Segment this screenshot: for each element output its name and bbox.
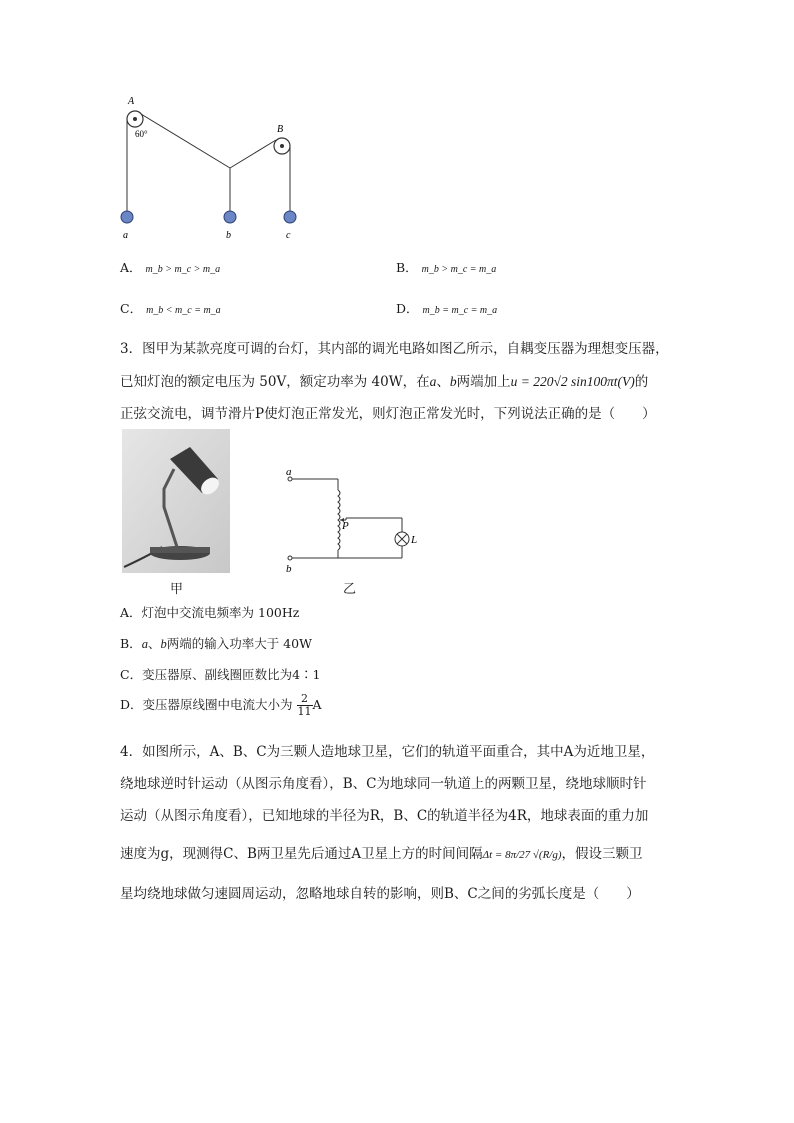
label-b: b xyxy=(226,230,231,241)
q4-line1: 4．如图所示，A、B、C为三颗人造地球卫星，它们的轨道平面重合，其中A为近地卫星， xyxy=(120,744,655,760)
q4-line2: 绕地球逆时针运动（从图示角度看），B、C为地球同一轨道上的两颗卫星，绕地球顺时针 xyxy=(120,776,647,792)
q3-line2: 已知灯泡的额定电压为 50V，额定功率为 40W，在a、b两端加上u = 220√2 sin100πt(V)的 xyxy=(120,374,649,390)
q3-option-d: D．变压器原线圈中电流大小为 $\frac{2}{11}$ A xyxy=(120,692,322,718)
pulley-figure xyxy=(110,92,320,252)
desk-lamp-photo xyxy=(122,429,230,573)
circuit-label-L: L xyxy=(411,534,418,546)
caption-jia: 甲 xyxy=(170,582,184,597)
q3-option-d-fraction: $\frac{2}{11}$ xyxy=(297,692,312,718)
q4-time-formula: Δt = 8π/27 √(R/g) xyxy=(482,849,562,861)
q3-option-b: B．a、b两端的输入功率大于 40W xyxy=(120,636,312,651)
label-angle: 60° xyxy=(135,129,148,139)
label-A: A xyxy=(128,96,135,107)
q3-option-c: C．变压器原、副线圈匝数比为4∶1 xyxy=(120,667,321,682)
label-c: c xyxy=(286,230,291,241)
q4-line5: 星均绕地球做匀速圆周运动，忽略地球自转的影响，则B、C之间的劣弧长度是（ ） xyxy=(120,886,640,902)
circuit-label-b: b xyxy=(286,563,292,575)
label-B: B xyxy=(277,124,284,135)
caption-yi: 乙 xyxy=(343,582,357,597)
q2-option-d-expr: m_b = m_c = m_a xyxy=(422,305,498,316)
q3-voltage-formula: u = 220√2 sin100πt(V) xyxy=(510,374,635,389)
q4-line3: 运动（从图示角度看），已知地球的半径为R，B、C的轨道半径为4R，地球表面的重力加 xyxy=(120,808,649,824)
label-a: a xyxy=(123,230,128,241)
q3-option-a: A．灯泡中交流电频率为 100Hz xyxy=(120,605,300,620)
q2-option-c-expr: m_b < m_c = m_a xyxy=(146,305,221,316)
q3-line1: 3．图甲为某款亮度可调的台灯，其内部的调光电路如图乙所示，自耦变压器为理想变压器， xyxy=(120,341,669,357)
q2-option-b: B． m_b > m_c = m_a xyxy=(396,260,497,275)
q4-line4: 速度为g，现测得C、B两卫星先后通过A卫星上方的时间间隔Δt = 8π/27 √(R/g)，假设三颗卫 xyxy=(120,846,643,862)
q2-option-a-expr: m_b > m_c > m_a xyxy=(145,264,221,275)
q2-option-a: A． m_b > m_c > m_a xyxy=(120,260,221,275)
q3-line3: 正弦交流电，调节滑片P使灯泡正常发光，则灯泡正常发光时，下列说法正确的是（ ） xyxy=(120,406,656,422)
q2-option-b-expr: m_b > m_c = m_a xyxy=(421,264,497,275)
autotransformer-circuit xyxy=(280,465,420,580)
q2-option-d: D． m_b = m_c = m_a xyxy=(396,301,498,316)
q2-option-c: C． m_b < m_c = m_a xyxy=(120,301,221,316)
circuit-label-P: P xyxy=(342,520,349,532)
circuit-label-a: a xyxy=(286,466,292,478)
